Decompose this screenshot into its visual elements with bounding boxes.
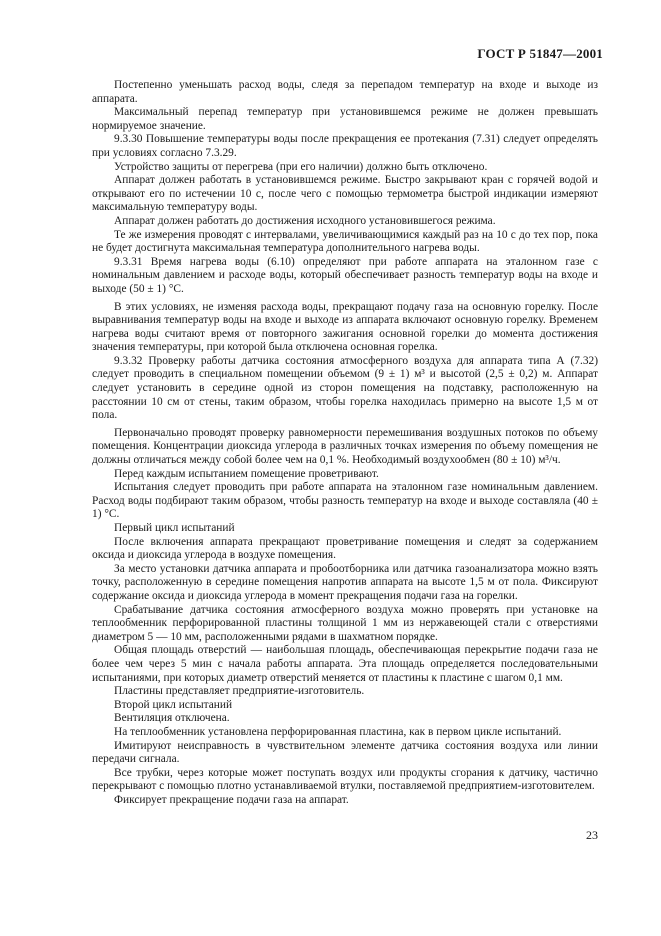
paragraph: Первоначально проводят проверку равномерности перемешивания воздушных потоков по объему помещения. Концентрации диоксида углерода в различных точках измерения по объему помещения не должны отличаться между собой более чем на 0,1 %. Необходимый воздухообмен (80 ± 10) м³/ч. (92, 426, 598, 467)
paragraph: Имитируют неисправность в чувствительном элементе датчика состояния воздуха или линии передачи сигнала. (92, 739, 598, 766)
paragraph: Срабатывание датчика состояния атмосферного воздуха можно проверять при установке на теплообменник перфорированной пластины толщиной 1 мм из нержавеющей стали с отверстиями диаметром 5 — 10 мм, расположенными рядами в шахматном порядке. (92, 603, 598, 643)
paragraph: Аппарат должен работать в установившемся режиме. Быстро закрывают кран с горячей водой и открывают его по истечении 10 с, после чего с помощью термометра быстрой индикации измеряют максимальную температуру воды. (92, 174, 598, 214)
paragraph: 9.3.32 Проверку работы датчика состояния атмосферного воздуха для аппарата типа А (7.32) следует проводить в специальном помещении объемом (9 ± 1) м³ и высотой (2,5 ± 0,2) м. Аппарат следует установить в середине одной из сторон помещения на подставку, расположенную на расстоянии 10 см от стены, таким образом, чтобы горелка находилась примерно на высоте 1,5 м от пола. (92, 354, 598, 422)
paragraph: На теплообменник установлена перфорированная пластина, как в первом цикле испытаний. (114, 725, 562, 738)
document-body (92, 79, 598, 807)
paragraph: Те же измерения проводят с интервалами, увеличивающимися каждый раз на 10 с до тех пор, пока не будет достигнута максимальная температура дополнительного нагрева воды. (92, 228, 598, 255)
paragraph: Перед каждым испытанием помещение проветривают. (114, 467, 379, 480)
paragraph: Первый цикл испытаний (114, 522, 235, 534)
page-number: 23 (586, 828, 598, 842)
paragraph: Постепенно уменьшать расход воды, следя за перепадом температур на входе и выходе из аппарата. (92, 79, 598, 105)
paragraph: Вентиляция отключена. (114, 712, 230, 725)
paragraph: Устройство защиты от перегрева (при его наличии) должно быть отключено. (114, 160, 488, 173)
paragraph: За место установки датчика аппарата и пробоотборника или датчика газоанализатора можно взять точку, расположенную в середине помещения напротив аппарата на высоте 1,5 м от пола. Фиксируют содержание оксида и диоксида углерода в момент прекращения подачи газа на горелки. (92, 562, 598, 602)
paragraph: Аппарат должен работать до достижения исходного установившегося режима. (114, 214, 496, 227)
paragraph: Фиксирует прекращение подачи газа на аппарат. (114, 793, 349, 806)
paragraph: После включения аппарата прекращают проветривание помещения и следят за содержанием оксида и диоксида углерода в воздухе помещения. (92, 535, 598, 562)
paragraph: Пластины представляет предприятие-изготовитель. (114, 685, 365, 698)
paragraph: Общая площадь отверстий — наибольшая площадь, обеспечивающая перекрытие подачи газа не более чем через 5 мин с начала работы аппарата. Эта площадь определяется последовательными испытаниями, при которых диаметр отверстий меняется от пластины к пластине с шагом 0,1 мм. (92, 644, 598, 684)
paragraph: 9.3.30 Повышение температуры воды после прекращения ее протекания (7.31) следует определять при условиях согласно 7.3.29. (92, 133, 598, 159)
paragraph: 9.3.31 Время нагрева воды (6.10) определяют при работе аппарата на эталонном газе с номинальным давлением и расходе воды, который обеспечивает разность температур воды на входе и выходе (50 ± 1) °С. (92, 255, 598, 295)
paragraph: Второй цикл испытаний (114, 698, 233, 711)
paragraph: Испытания следует проводить при работе аппарата на эталонном газе номинальным давлением. Расход воды подбирают таким образом, чтобы разность температур на входе и выходе составляла (40 ± 1) °С. (92, 481, 598, 521)
paragraph: Все трубки, через которые может поступать воздух или продукты сгорания к датчику, частично перекрывают с помощью плотно устанавливаемой втулки, поставляемой предприятием-изготовителем. (92, 766, 598, 793)
paragraph: Максимальный перепад температур при установившемся режиме не должен превышать нормируемое значение. (92, 106, 598, 132)
standard-header: ГОСТ Р 51847—2001 (477, 46, 603, 61)
paragraph: В этих условиях, не изменяя расхода воды, прекращают подачу газа на основную горелку. После выравнивания температур воды на входе и выходе из аппарата включают основную горелку. Временем нагрева воды считают время от повторного зажигания основной горелки до момента достижения значения температуры, при которой была отключена основная горелка. (92, 300, 598, 354)
